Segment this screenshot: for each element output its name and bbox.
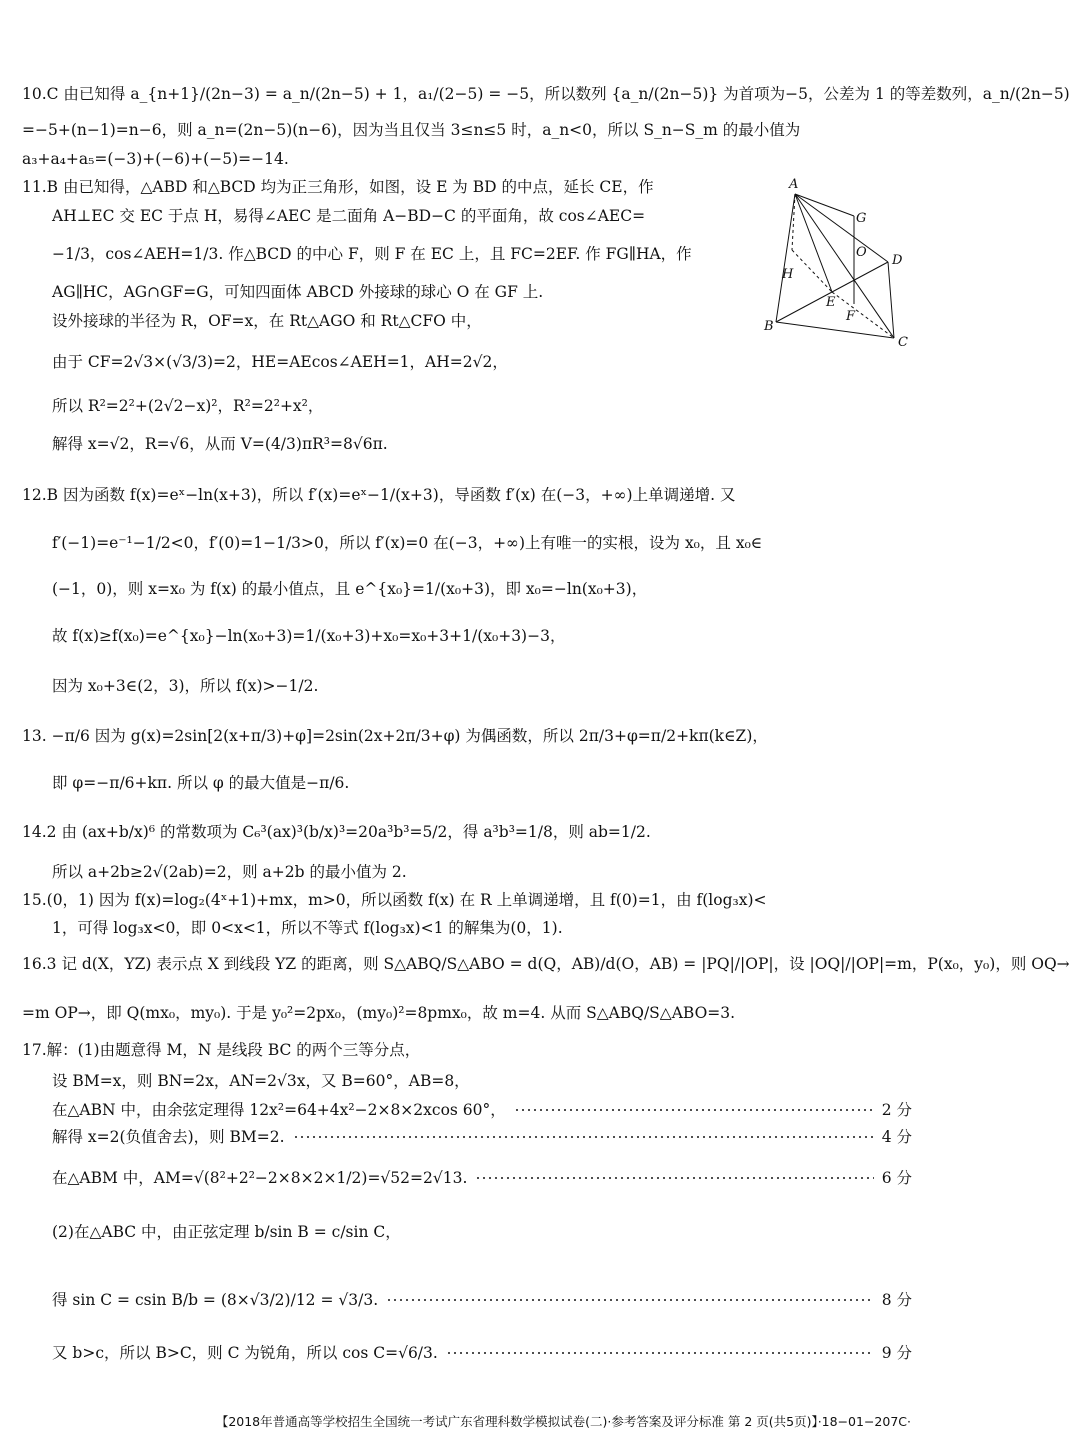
q17-line-1: 17.解：(1)由题意得 M，N 是线段 BC 的两个三等分点，	[22, 1041, 421, 1059]
label-a: A	[789, 177, 799, 192]
q15-line-1: 15.(0，1) 因为 f(x)=log₂(4ˣ+1)+mx，m>0，所以函数 f(x) 在 R 上单调递增，且 f(0)=1，由 f(log₃x)<	[22, 891, 767, 909]
q16-line-1: 16.3 记 d(X，YZ) 表示点 X 到线段 YZ 的距离，则 S△ABQ/S△ABO = d(Q，AB)/d(O，AB) = |PQ|/|OP|，设 |OQ|/|OP|=m，P(x₀，y₀)，则 OQ→	[22, 955, 1070, 973]
q17-line-6: (2)在△ABC 中，由正弦定理 b/sin B = c/sin C，	[52, 1223, 401, 1241]
q13-line-2: 即 φ=−π/6+kπ. 所以 φ 的最大值是−π/6.	[52, 774, 350, 792]
q17-score-row-2	[52, 1100, 912, 1120]
edge-ab	[776, 194, 795, 322]
dot-leader	[475, 1177, 873, 1179]
segment-ag	[795, 194, 854, 216]
q12-line-1: 12.B 因为函数 f(x)=eˣ−ln(x+3)，所以 f′(x)=eˣ−1/(x+3)，导函数 f′(x) 在(−3，+∞)上单调递增. 又	[22, 486, 736, 504]
score-6: 6 分	[881, 1169, 912, 1187]
q11-line-2: AH⊥EC 交 EC 于点 H，易得∠AEC 是二面角 A−BD−C 的平面角，故 cos∠AEC=	[52, 207, 646, 225]
q17-line-2: 设 BM=x，则 BN=2x，AN=2√3x，又 B=60°，AB=8，	[52, 1072, 470, 1090]
q12-line-5: 因为 x₀+3∈(2，3)，所以 f(x)>−1/2.	[52, 677, 319, 695]
q12-line-4: 故 f(x)≥f(x₀)=e^{x₀}−ln(x₀+3)=1/(x₀+3)+x₀=x₀+3+1/(x₀+3)−3，	[52, 627, 566, 645]
q10-line-2: =−5+(n−1)=n−6，则 a_n=(2n−5)(n−6)，因为当且仅当 3≤n≤5 时，a_n<0，所以 S_n−S_m 的最小值为	[22, 121, 801, 139]
q17-score-row-4	[52, 1127, 912, 1147]
label-f: F	[846, 309, 856, 324]
q11-line-5: 设外接球的半径为 R，OF=x，在 Rt△AGO 和 Rt△CFO 中，	[52, 312, 482, 330]
dot-leader	[386, 1299, 874, 1301]
tetrahedron-figure	[762, 176, 912, 348]
q15-line-2: 1，可得 log₃x<0，即 0<x<1，所以不等式 f(log₃x)<1 的解集为(0，1).	[52, 919, 563, 937]
edge-ad	[795, 194, 888, 262]
q14-line-1: 14.2 由 (ax+b/x)⁶ 的常数项为 C₆³(ax)³(b/x)³=20a³b³=5/2，得 a³b³=1/8，则 ab=1/2.	[22, 823, 651, 841]
edge-ac	[795, 194, 894, 338]
q11-line-8: 解得 x=√2，R=√6，从而 V=(4/3)πR³=8√6π.	[52, 435, 388, 453]
label-g: G	[856, 211, 867, 226]
q17-line-7: 得 sin C = csin B/b = (8×√3/2)/12 = √3/3.	[52, 1291, 379, 1309]
label-c: C	[898, 335, 908, 350]
q11-line-3: −1/3，cos∠AEH=1/3. 作△BCD 的中心 F，则 F 在 EC 上，且 FC=2EF. 作 FG∥HA，作	[52, 245, 692, 263]
label-o: O	[856, 245, 867, 260]
label-b: B	[764, 319, 774, 334]
q17-line-3: 在△ABN 中，由余弦定理得 12x²=64+4x²−2×8×2xcos 60°，	[52, 1101, 506, 1119]
label-h: H	[782, 267, 794, 282]
label-e: E	[826, 295, 836, 310]
q17-line-5: 在△ABM 中，AM=√(8²+2²−2×8×2×1/2)=√52=2√13.	[52, 1169, 468, 1187]
q11-line-7: 所以 R²=2²+(2√2−x)²，R²=2²+x²，	[52, 397, 324, 415]
q10-line-3: a₃+a₄+a₅=(−3)+(−6)+(−5)=−14.	[22, 150, 289, 168]
q16-line-2: =m OP→，即 Q(mx₀，my₀). 于是 y₀²=2px₀，(my₀)²=8pmx₀，故 m=4. 从而 S△ABQ/S△ABO=3.	[22, 1004, 736, 1022]
dot-leader	[514, 1109, 874, 1111]
segment-he	[792, 250, 832, 292]
q17-score-row-6	[52, 1168, 912, 1188]
q11-line-4: AG∥HC，AG∩GF=G，可知四面体 ABCD 外接球的球心 O 在 GF 上.	[52, 283, 544, 301]
page-footer	[0, 1414, 933, 1430]
label-d: D	[892, 253, 903, 268]
score-8: 8 分	[881, 1291, 912, 1309]
score-9: 9 分	[881, 1344, 912, 1362]
q14-line-2: 所以 a+2b≥2√(2ab)=2，则 a+2b 的最小值为 2.	[52, 863, 407, 881]
q13-line-1: 13. −π/6 因为 g(x)=2sin[2(x+π/3)+φ]=2sin(2x+2π/3+φ) 为偶函数，所以 2π/3+φ=π/2+kπ(k∈Z)，	[22, 727, 768, 745]
q11-line-6: 由于 CF=2√3×(√3/3)=2，HE=AEcos∠AEH=1，AH=2√2，	[52, 353, 508, 371]
q10-line-1: 10.C 由已知得 a_{n+1}/(2n−3) = a_n/(2n−5) + 1，a₁/(2−5) = −5，所以数列 {a_n/(2n−5)} 为首项为−5，公差为 1 的等差数列，a_n/(2n−5)	[22, 85, 1070, 103]
score-2: 2 分	[881, 1101, 912, 1119]
score-4: 4 分	[881, 1128, 912, 1146]
q12-line-3: (−1，0)，则 x=x₀ 为 f(x) 的最小值点，且 e^{x₀}=1/(x₀+3)，即 x₀=−ln(x₀+3)，	[52, 580, 648, 598]
dot-leader	[446, 1352, 874, 1354]
q17-score-row-9	[52, 1343, 912, 1363]
q17-line-4: 解得 x=2(负值舍去)，则 BM=2.	[52, 1128, 285, 1146]
segment-ae	[795, 194, 832, 292]
q11-line-1: 11.B 由已知得，△ABD 和△BCD 均为正三角形，如图，设 E 为 BD 的中点，延长 CE，作	[22, 178, 654, 196]
q17-line-8: 又 b>c，所以 B>C，则 C 为锐角，所以 cos C=√6/3.	[52, 1344, 438, 1362]
footer-text: 【2018年普通高等学校招生全国统一考试广东省理科数学模拟试卷(二)·参考答案及评分标准 第 2 页(共5页)】·18−01−207C·	[215, 1414, 911, 1429]
dot-leader	[293, 1136, 874, 1138]
q12-line-2: f′(−1)=e⁻¹−1/2<0，f′(0)=1−1/3>0，所以 f′(x)=0 在(−3，+∞)上有唯一的实根，设为 x₀，且 x₀∈	[52, 534, 763, 552]
edge-dc	[888, 262, 894, 338]
q17-score-row-8	[52, 1290, 912, 1310]
